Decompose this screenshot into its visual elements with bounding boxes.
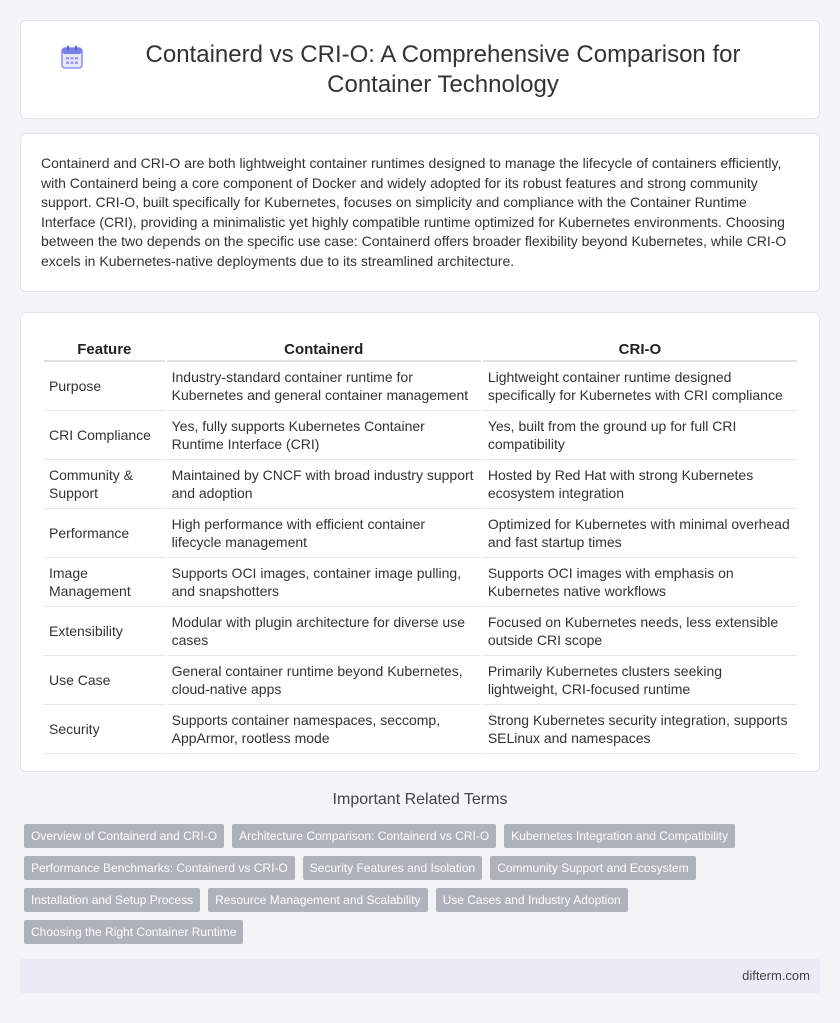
crio-cell: Optimized for Kubernetes with minimal overhead and fast startup times (483, 509, 797, 558)
feature-cell: Purpose (44, 362, 165, 411)
comparison-table-card (20, 312, 820, 772)
footer-site-link[interactable]: difterm.com (742, 968, 810, 983)
related-tag[interactable]: Use Cases and Industry Adoption (436, 888, 628, 912)
table-row (44, 656, 797, 705)
related-tag[interactable]: Overview of Containerd and CRI-O (24, 824, 224, 848)
table-header-row (44, 333, 797, 362)
calendar-icon (61, 45, 83, 69)
feature-cell: Image Management (44, 558, 165, 607)
header-containerd: Containerd (167, 333, 481, 362)
table-row (44, 607, 797, 656)
containerd-cell: Supports OCI images, container image pulling, and snapshotters (167, 558, 481, 607)
related-tag[interactable]: Performance Benchmarks: Containerd vs CRI-O (24, 856, 295, 880)
crio-cell: Primarily Kubernetes clusters seeking lightweight, CRI-focused runtime (483, 656, 797, 705)
crio-cell: Yes, built from the ground up for full CRI compatibility (483, 411, 797, 460)
header-crio: CRI-O (483, 333, 797, 362)
related-tag[interactable]: Kubernetes Integration and Compatibility (504, 824, 735, 848)
header-card (20, 20, 820, 119)
related-tag[interactable]: Community Support and Ecosystem (490, 856, 695, 880)
related-tag[interactable]: Choosing the Right Container Runtime (24, 920, 243, 944)
feature-cell: Extensibility (44, 607, 165, 656)
related-tag[interactable]: Security Features and Isolation (303, 856, 482, 880)
crio-cell: Hosted by Red Hat with strong Kubernetes ecosystem integration (483, 460, 797, 509)
table-row (44, 460, 797, 509)
crio-cell: Focused on Kubernetes needs, less extensible outside CRI scope (483, 607, 797, 656)
crio-cell: Supports OCI images with emphasis on Kubernetes native workflows (483, 558, 797, 607)
title-wrap (61, 40, 779, 100)
table-row (44, 509, 797, 558)
related-tag[interactable]: Architecture Comparison: Containerd vs CRI-O (232, 824, 496, 848)
containerd-cell: Industry-standard container runtime for Kubernetes and general container management (167, 362, 481, 411)
related-terms-title: Important Related Terms (332, 791, 508, 808)
containerd-cell: General container runtime beyond Kubernetes, cloud-native apps (167, 656, 481, 705)
table-row (44, 411, 797, 460)
containerd-cell: Supports container namespaces, seccomp, AppArmor, rootless mode (167, 705, 481, 754)
crio-cell: Lightweight container runtime designed specifically for Kubernetes with CRI compliance (483, 362, 797, 411)
containerd-cell: Maintained by CNCF with broad industry support and adoption (167, 460, 481, 509)
crio-cell: Strong Kubernetes security integration, supports SELinux and namespaces (483, 705, 797, 754)
intro-paragraph: Containerd and CRI-O are both lightweight container runtimes designed to manage the lifecycle of containers efficiently, with Containerd being a core component of Docker and widely adopted for its robust features and strong community support. CRI-O, built specifically for Kubernetes, focuses on simplicity and compliance with the Container Runtime Interface (CRI), providing a minimalistic yet highly compatible runtime optimized for Kubernetes environments. Choosing between the two depends on the specific use case: Containerd offers broader flexibility beyond Kubernetes, while CRI-O excels in Kubernetes-native deployments due to its streamlined architecture. (41, 155, 787, 269)
table-row (44, 705, 797, 754)
table-row (44, 362, 797, 411)
table-row (44, 558, 797, 607)
related-tag[interactable]: Installation and Setup Process (24, 888, 200, 912)
containerd-cell: Modular with plugin architecture for diverse use cases (167, 607, 481, 656)
feature-cell: Community & Support (44, 460, 165, 509)
related-tag[interactable]: Resource Management and Scalability (208, 888, 427, 912)
feature-cell: Performance (44, 509, 165, 558)
header-feature: Feature (44, 333, 165, 362)
intro-card (20, 133, 820, 292)
feature-cell: Use Case (44, 656, 165, 705)
containerd-cell: High performance with efficient container lifecycle management (167, 509, 481, 558)
containerd-cell: Yes, fully supports Kubernetes Container Runtime Interface (CRI) (167, 411, 481, 460)
comparison-table (42, 333, 799, 754)
related-terms-tags (24, 824, 814, 944)
page-title: Containerd vs CRI-O: A Comprehensive Comparison for Container Technology (145, 40, 741, 98)
footer (20, 959, 820, 993)
feature-cell: CRI Compliance (44, 411, 165, 460)
feature-cell: Security (44, 705, 165, 754)
